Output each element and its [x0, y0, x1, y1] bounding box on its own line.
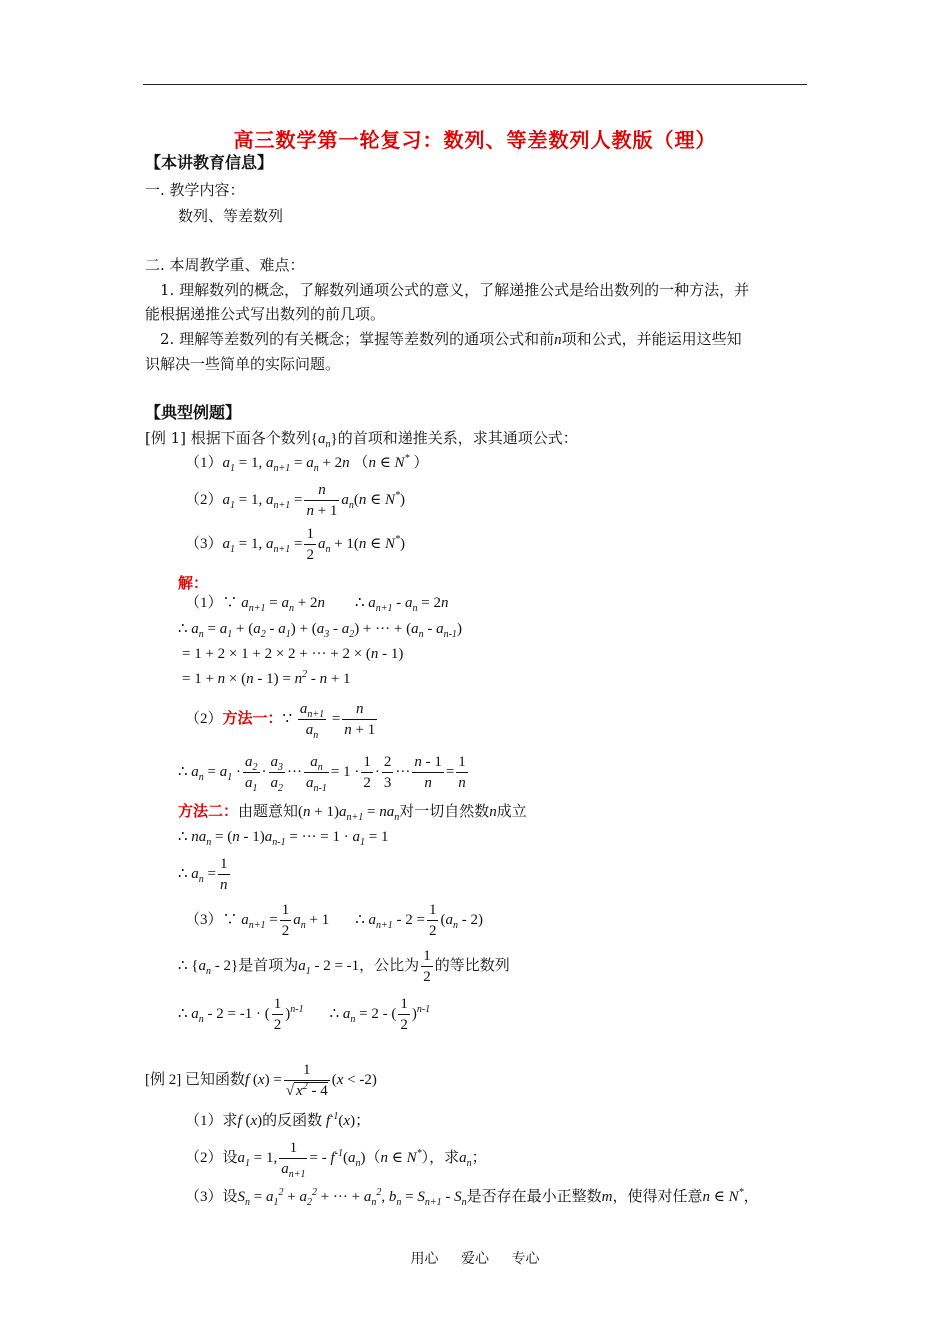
solution-3-step-1: （3）∵ $a_{n+1}$ = $\frac{1}{2}$ $a_n + 1$ ∴ $a_{n+1} - 2$ = $\frac{1}{2}$ $(a_n - 2)$ — [185, 902, 483, 940]
focus-item-1-line2: 能根据递推公式写出数列的前几项。 — [145, 305, 386, 323]
focus-item-1-line1: 1. 理解数列的概念，了解数列通项公式的意义，了解递推公式是给出数列的一种方法，并 — [160, 281, 750, 299]
section-heading-examples: 【典型例题】 — [145, 403, 242, 422]
page-footer: 用心 爱心 专心 — [410, 1251, 540, 1267]
solution-2-result: ∴ $a_n$ = $\frac{1}{n}$ — [178, 856, 228, 894]
example-2-question-1: （1）求f (x)的反函数 $f^{-1}(x)$； — [185, 1111, 371, 1129]
content-label: 一. 教学内容： — [145, 181, 245, 199]
focus-item-2-line1: 2. 理解等差数列的有关概念；掌握等差数列的通项公式和前n项和公式，并能运用这些知 — [160, 330, 742, 348]
example-1-statement: [例 1] 根据下面各个数列$\{a_n\}$的首项和递推关系，求其通项公式： — [145, 429, 578, 450]
section-heading-info: 【本讲教育信息】 — [145, 153, 274, 172]
solution-1-step-4: = $1 + n \times (n - 1) = n^2 - n + 1$ — [182, 669, 351, 687]
document-title: 高三数学第一轮复习：数列、等差数列人教版（理） — [233, 128, 717, 152]
example-1-part-3: $(3)a_1 = 1$, $a_{n+1}$ = $\frac{1}{2}$ $a_n + 1(n$ ∈ N*) — [185, 526, 406, 564]
solution-2-method-2: 方法二：由题意知$(n + 1)a_{n+1} = na_n$对一切自然数n成立 — [178, 804, 527, 823]
solution-2-product: ∴ $a_n = a_1$ · $\frac{a_2}{a_1}$ · $\frac{a_3}{a_2}$ ··· $\frac{a_n}{a_{n-1}}$ = 1 · $\frac{1}{2}$ · $\frac{2}{3}$ ··· $\frac{n - 1}{n}$ = $\frac{1}{n}$ — [178, 754, 466, 795]
solution-1-step-3: = 1 + 2 × 1 + 2 × 2 + ··· + 2 × (n - 1) — [182, 646, 404, 662]
focus-item-2-line2: 识解决一些简单的实际问题。 — [145, 355, 341, 373]
header-rule — [143, 84, 807, 85]
content-value: 数列、等差数列 — [178, 207, 284, 225]
solution-3-geometric: ∴ $\{a_n - 2\}$是首项为$a_1 - 2 = -1$，公比为 $\frac{1}{2}$ 的等比数列 — [178, 948, 510, 986]
example-2-question-3: （3）设$S_n = a_1^2 + a_2^2$ + ··· + $a_n^2$, $b_n = S_{n+1} - S_n$是否存在最小正整数m，使得对任意n ∈ N*， — [185, 1187, 759, 1208]
solution-2-method-2-step: ∴ $na_n = (n - 1)a_{n-1}$ = ··· = $1 \cdot a_1 = 1$ — [178, 829, 389, 848]
solution-label: 解： — [178, 574, 209, 592]
example-1-part-2: $(2)a_1 = 1$, $a_{n+1}$ = $\frac{n}{n + 1}$ $a_n(n$ ∈ N*) — [185, 482, 406, 520]
example-2-statement: [例 2] 已知函数f (x) = $\frac{1}{√ x^2 - 4}$ (x < -2) — [145, 1062, 377, 1100]
solution-3-result: ∴ $a_n - 2 = -1$ · ( $\frac{1}{2}$ )$^{n-1}$ ∴ $a_n = 2$ - ( $\frac{1}{2}$ )$^{n-1}$ — [178, 996, 431, 1034]
solution-1-step-1: （1）∵ $a_{n+1} = a_n + 2n$ ∴ $a_{n+1} - a_n = 2n$ — [185, 595, 449, 614]
example-1-part-1: $(1)a_1 = 1$, $a_{n+1} = a_n + 2n$ （n ∈ N* ） — [185, 453, 429, 474]
solution-2-method-1: （2）方法一：∵ $\frac{a_{n+1}}{a_n}$ = $\frac{n}{n + 1}$ — [185, 701, 376, 742]
focus-label: 二. 本周教学重、难点： — [145, 256, 305, 274]
solution-1-step-2: ∴ $a_n = a_1 + (a_2 - a_1) + (a_3 - a_2)$ + ··· + $(a_n - a_{n-1})$ — [178, 621, 462, 640]
example-2-question-2: （2）设$a_1 = 1$, $\frac{1}{a_{n+1}}$ = - $f^{-1}(a_n)(n$ ∈ N*），求$a_n$； — [185, 1140, 487, 1181]
